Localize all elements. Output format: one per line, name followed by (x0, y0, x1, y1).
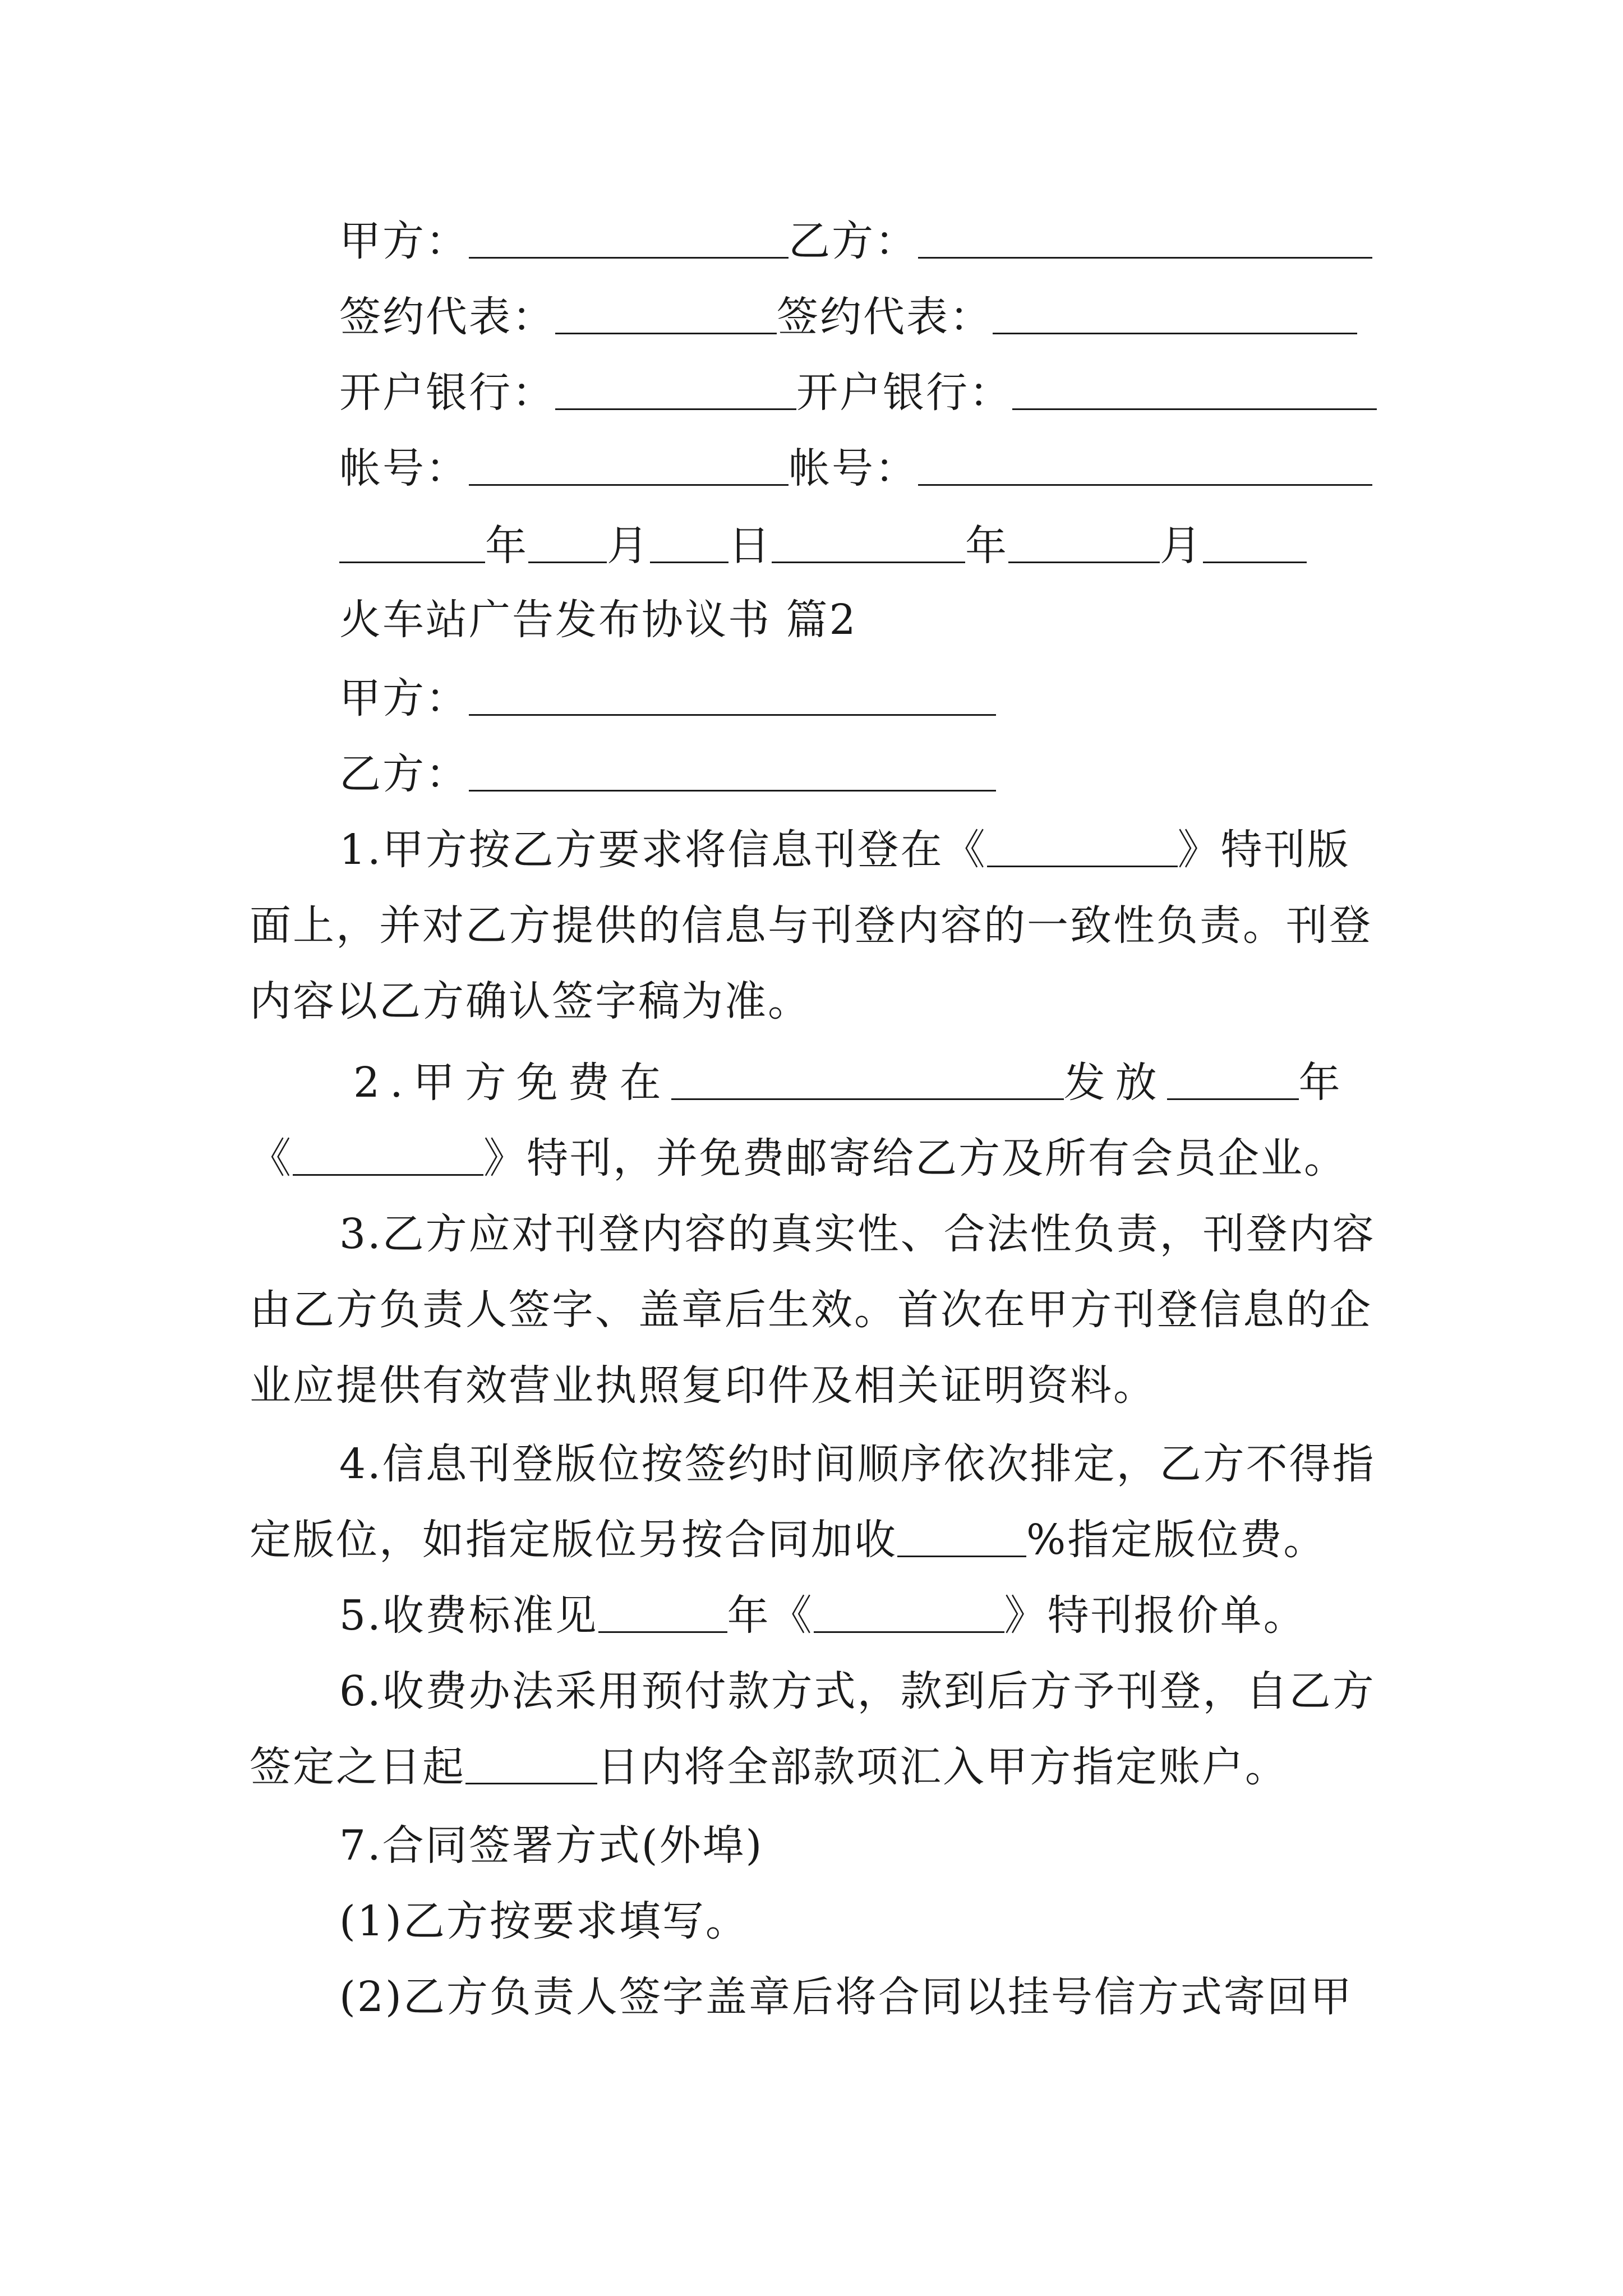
clause-5 (339, 1585, 1307, 1646)
party-a-account-blank (469, 449, 789, 486)
year-blank (339, 527, 485, 563)
clause-7-item-2: (2)乙方负责人签字盖章后将合同以挂号信方式寄回甲 (339, 1973, 1353, 2021)
section-title: 火车站广告发布协议书 篇2 (339, 596, 857, 644)
percent-blank (897, 1521, 1026, 1557)
clause-text: 》特刊版 (1177, 826, 1350, 874)
party-a-label: 甲方： (339, 217, 469, 265)
clause-4-line-2 (250, 1509, 1326, 1571)
clause-text: 签定之日起 (250, 1743, 465, 1791)
month-label: 月 (607, 522, 650, 570)
clause-text: 2.甲方免费在 (353, 1059, 671, 1107)
clause-text: %指定版位费。 (1026, 1516, 1327, 1564)
publication-blank (987, 831, 1178, 867)
party-b-representative-blank (993, 298, 1357, 334)
clause-1-line-2: 面上，并对乙方提供的信息与刊登内容的一致性负责。刊登 (250, 901, 1372, 950)
party-b-representative-label: 签约代表： (777, 293, 993, 341)
clause-text: 》特刊，并免费邮寄给乙方及所有会员企业。 (483, 1134, 1347, 1182)
clause-text: 》特刊报价单。 (1004, 1591, 1307, 1640)
bank-row (339, 362, 1377, 424)
day-blank (650, 527, 728, 563)
publication-blank (293, 1139, 483, 1176)
party-b-bank-blank (1012, 374, 1377, 410)
days-blank (465, 1748, 597, 1784)
section2-party-a-label: 甲方： (339, 674, 469, 723)
party-row (339, 210, 1372, 272)
clause-6-line-1: 6.收费办法采用预付款方式，款到后方予刊登，自乙方 (339, 1667, 1376, 1715)
section2-party-b-label: 乙方： (339, 750, 469, 798)
party-a-bank-blank (555, 374, 796, 410)
clause-text: 年 (1298, 1059, 1350, 1107)
clause-3-line-1: 3.乙方应对刊登内容的真实性、合法性负责，刊登内容 (339, 1210, 1376, 1258)
representative-row (339, 286, 1357, 348)
clause-text: 日内将全部款项汇入甲方指定账户。 (597, 1743, 1288, 1791)
party-a-blank (469, 222, 789, 259)
section2-party-a-blank (469, 679, 996, 716)
section2-party-a-row (339, 668, 996, 729)
year-label: 年 (485, 522, 528, 570)
clause-text: 年《 (727, 1591, 814, 1640)
clause-3-line-2: 由乙方负责人签字、盖章后生效。首次在甲方刊登信息的企 (250, 1286, 1372, 1334)
publication-blank (814, 1596, 1004, 1633)
party-a-account-label: 帐号： (339, 444, 469, 493)
date-row (339, 515, 1307, 577)
clause-text: 发放 (1063, 1059, 1167, 1107)
section2-party-b-blank (469, 755, 996, 792)
clause-1-line-3: 内容以乙方确认签字稿为准。 (250, 977, 811, 1025)
clause-3-line-3: 业应提供有效营业执照复印件及相关证明资料。 (250, 1361, 1156, 1410)
day-label: 日 (728, 522, 772, 570)
clause-7: 7.合同签署方式(外埠) (339, 1821, 764, 1870)
clause-6-line-2 (250, 1736, 1288, 1798)
party-b-bank-label: 开户银行： (796, 369, 1012, 417)
trailing-blank (1203, 527, 1307, 563)
clause-text: 定版位，如指定版位另按合同加收 (250, 1516, 897, 1564)
year2-label: 年 (965, 522, 1008, 570)
month2-blank (1008, 527, 1160, 563)
clause-1-line-1 (339, 819, 1350, 881)
clause-4-line-1: 4.信息刊登版位按签约时间顺序依次排定，乙方不得指 (339, 1440, 1376, 1488)
party-b-label: 乙方： (789, 217, 918, 265)
party-a-bank-label: 开户银行： (339, 369, 555, 417)
party-a-representative-label: 签约代表： (339, 293, 555, 341)
location-blank (671, 1064, 1064, 1100)
year-blank (598, 1596, 727, 1633)
clause-7-item-1: (1)乙方按要求填写。 (339, 1897, 749, 1945)
account-row (339, 438, 1372, 499)
party-b-account-label: 帐号： (789, 444, 918, 493)
clause-2-line-1 (353, 1052, 1350, 1114)
clause-text: 《 (250, 1134, 293, 1182)
party-b-blank (918, 222, 1372, 259)
party-b-account-blank (918, 449, 1372, 486)
year-blank (1167, 1064, 1299, 1100)
year2-blank (772, 527, 965, 563)
party-a-representative-blank (555, 298, 777, 334)
clause-text: 1.甲方按乙方要求将信息刊登在《 (339, 826, 987, 874)
clause-text: 5.收费标准见 (339, 1591, 598, 1640)
clause-2-line-2 (250, 1128, 1347, 1189)
month2-label: 月 (1160, 522, 1203, 570)
section2-party-b-row (339, 743, 996, 805)
month-blank (528, 527, 607, 563)
